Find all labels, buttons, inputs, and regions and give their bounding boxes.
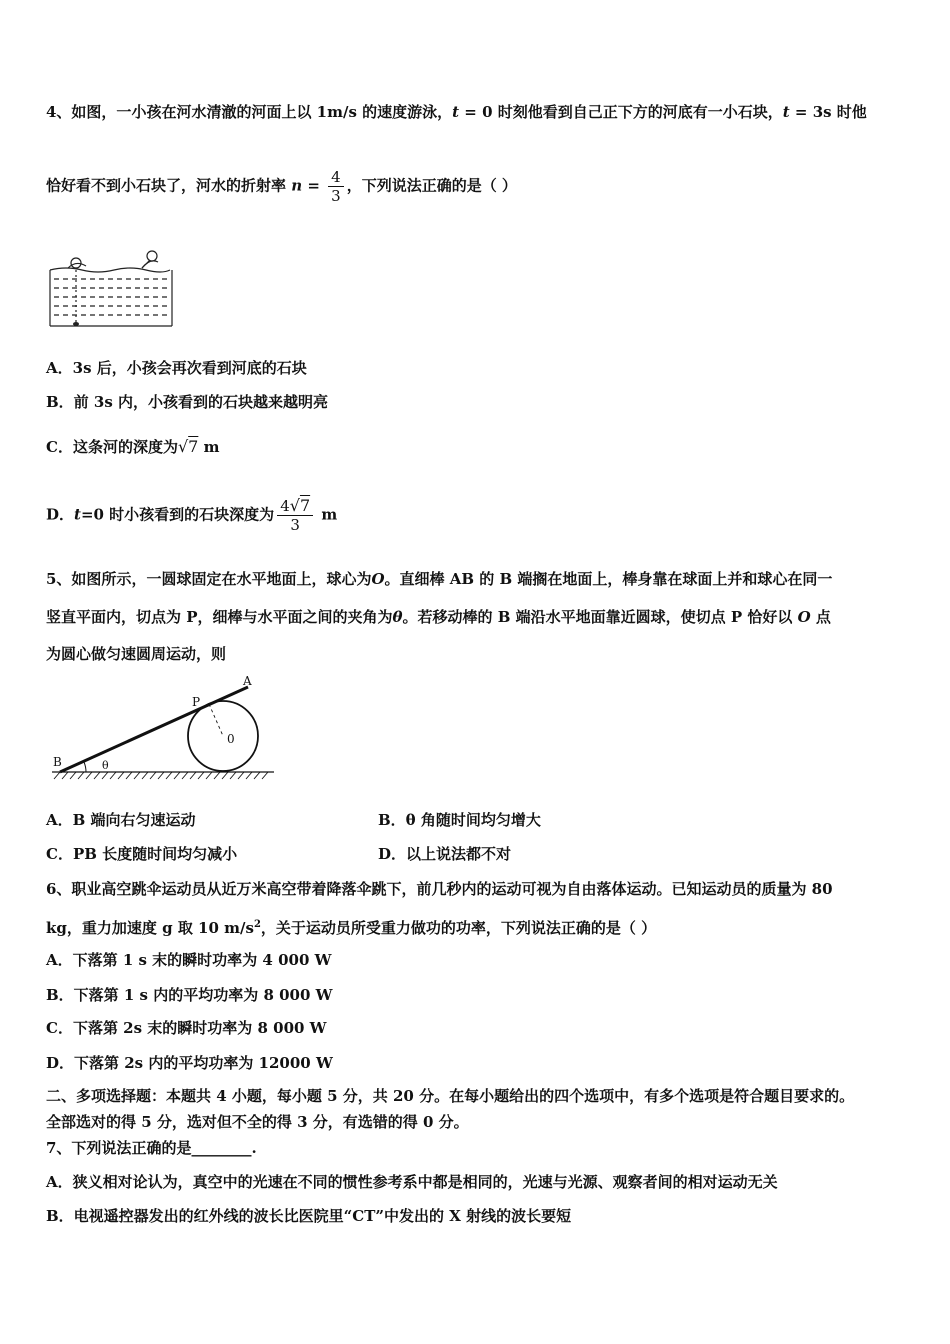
q5-option-c[interactable]: C．PB 长度随时间均匀减小 bbox=[46, 845, 238, 863]
q5-option-b[interactable]: B．θ 角随时间均匀增大 bbox=[378, 811, 541, 829]
q4-option-c[interactable]: C．这条河的深度为√7 m bbox=[46, 437, 220, 456]
q5-option-d[interactable]: D．以上说法都不对 bbox=[378, 845, 512, 863]
rod-ab bbox=[60, 687, 248, 772]
label-b: B bbox=[53, 755, 62, 769]
depth-fraction: $\frac{4√7}{3}$ bbox=[277, 497, 313, 534]
q4-option-b[interactable]: B．前 3s 内，小孩看到的石块越来越明亮 bbox=[46, 393, 329, 411]
q5-stem-line2: 竖直平面内，切点为 P，细棒与水平面之间的夹角为θ。若移动棒的 B 端沿水平地面靠近圆球，使切点 P 恰好以 O 点 bbox=[46, 608, 831, 626]
river-figure bbox=[46, 246, 176, 328]
q6-stem-line2: kg，重力加速度 g 取 10 $m/s^2$，关于运动员所受重力做功的功率，下列说法正确的是（ ） bbox=[46, 919, 657, 937]
label-theta: θ bbox=[102, 759, 109, 772]
label-a: A bbox=[243, 674, 252, 688]
q6-option-a[interactable]: A．下落第 1 s 末的瞬时功率为 4 000 W bbox=[46, 951, 332, 969]
section2-heading-line1: 二、多项选择题：本题共 4 小题，每小题 5 分，共 20 分。在每小题给出的四个选项中，有多个选项是符合题目要求的。 bbox=[46, 1087, 855, 1105]
q4-option-d[interactable]: D．t=0 时小孩看到的石块深度为 $\frac{4√7}{3}$ m bbox=[46, 496, 338, 534]
q7-stem: 7、下列说法正确的是________. bbox=[46, 1139, 257, 1157]
label-p: P bbox=[192, 695, 201, 709]
section2-heading-line2: 全部选对的得 5 分，选对但不全的得 3 分，有选错的得 0 分。 bbox=[46, 1113, 469, 1131]
sqrt-seven: √7 bbox=[177, 437, 199, 456]
refractive-index-fraction: $\frac{4}{3}$ bbox=[328, 168, 344, 205]
label-o: 0 bbox=[227, 732, 235, 746]
stone bbox=[73, 322, 79, 326]
q5-stem-line3: 为圆心做匀速圆周运动，则 bbox=[46, 645, 227, 663]
q4-stem-line1: 4、如图，一小孩在河水清澈的河面上以 1m/s 的速度游泳，t = 0 时刻他看到自己正下方的河底有一小石块，t = 3s 时他 bbox=[46, 103, 867, 121]
q5-stem-line1: 5、如图所示，一圆球固定在水平地面上，球心为O。直细棒 AB 的 B 端搁在地面上，棒身靠在球面上并和球心在同一 bbox=[46, 570, 833, 588]
q6-option-c[interactable]: C．下落第 2s 末的瞬时功率为 8 000 W bbox=[46, 1019, 327, 1037]
q4-stem-line2: 恰好看不到小石块了，河水的折射率 n = $\frac{4}{3}$ ，下列说法正确的是（ ） bbox=[46, 168, 517, 205]
sphere-rod-figure bbox=[46, 672, 286, 784]
q4-option-a[interactable]: A．3s 后，小孩会再次看到河底的石块 bbox=[46, 359, 307, 377]
q7-option-b[interactable]: B．电视遥控器发出的红外线的波长比医院里“CT”中发出的 X 射线的波长要短 bbox=[46, 1207, 572, 1225]
q6-option-b[interactable]: B．下落第 1 s 内的平均功率为 8 000 W bbox=[46, 986, 333, 1004]
q7-option-a[interactable]: A．狭义相对论认为，真空中的光速在不同的惯性参考系中都是相同的，光速与光源、观察者间的相对运动无关 bbox=[46, 1173, 778, 1191]
q6-option-d[interactable]: D．下落第 2s 内的平均功率为 12000 W bbox=[46, 1054, 333, 1072]
q6-stem-line1: 6、职业高空跳伞运动员从近万米高空带着降落伞跳下，前几秒内的运动可视为自由落体运动。已知运动员的质量为 80 bbox=[46, 880, 833, 898]
sphere bbox=[188, 701, 258, 771]
q5-option-a[interactable]: A．B 端向右匀速运动 bbox=[46, 811, 196, 829]
